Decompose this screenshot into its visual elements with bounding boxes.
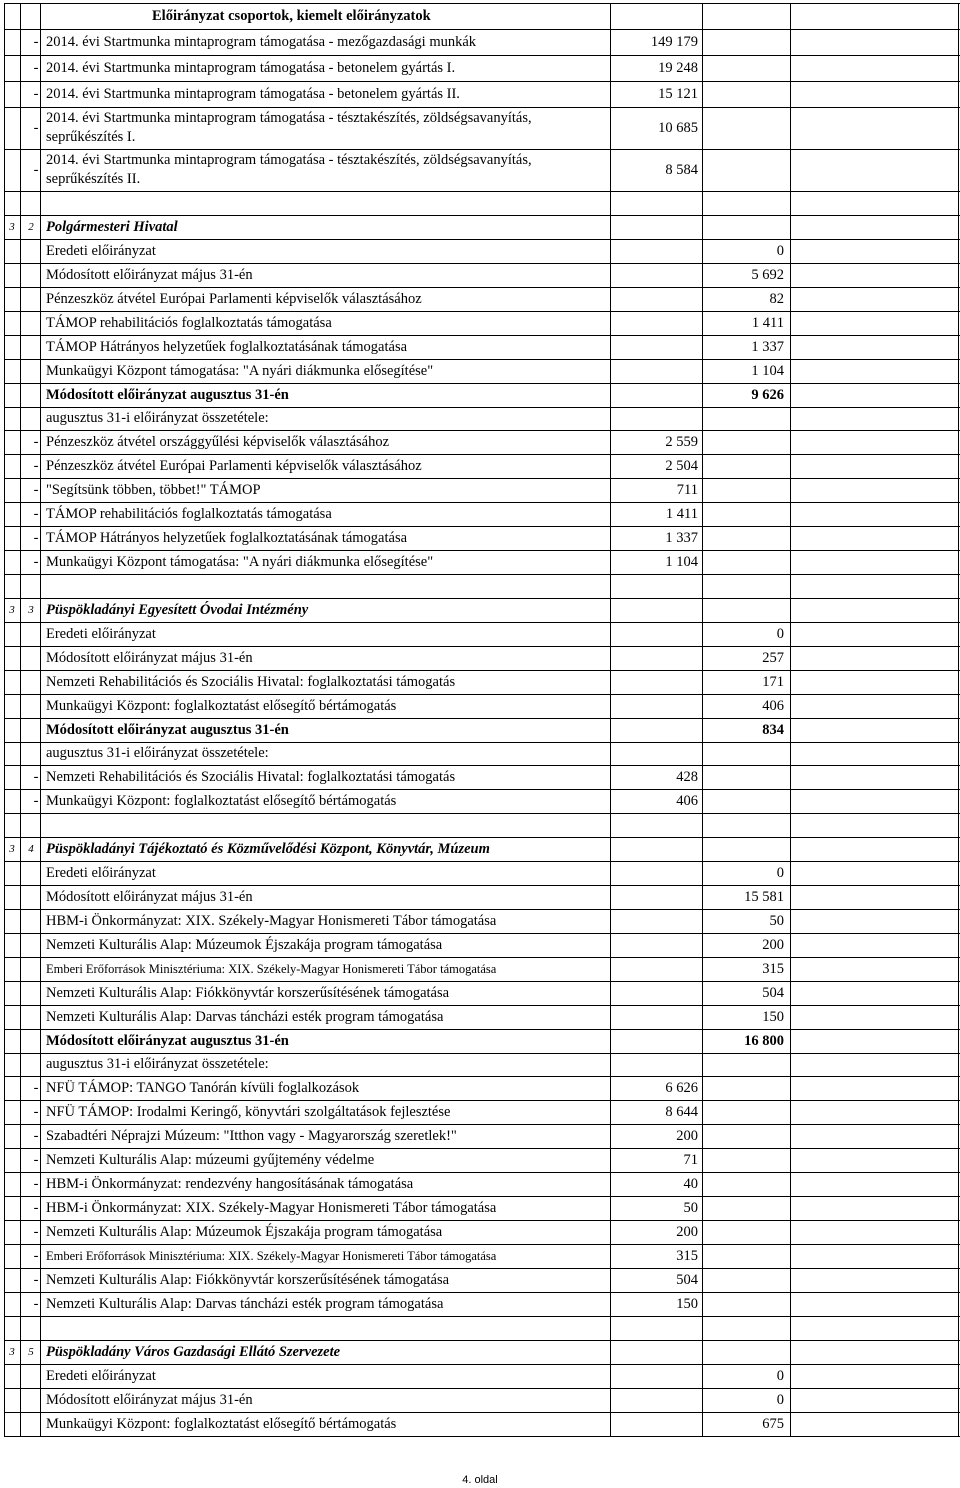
- row-text: Munkaügyi Központ: foglalkoztatást elősegítő bértámogatás: [46, 793, 397, 809]
- row-divider: [4, 1100, 960, 1101]
- row-amount: 200: [676, 1128, 698, 1144]
- row-amount: 0: [776, 243, 784, 259]
- row-divider: [4, 1053, 960, 1054]
- row-amount: 675: [762, 1416, 784, 1432]
- row-amount: 1 337: [665, 530, 698, 546]
- row-divider: [4, 335, 960, 336]
- row-divider: [4, 239, 960, 240]
- row-divider: [4, 478, 960, 479]
- column-divider: [790, 3, 791, 1436]
- startmunka-row: [0, 29, 960, 55]
- row-divider: [4, 81, 960, 82]
- row-text-line1: 2014. évi Startmunka mintaprogram támogatása - tésztakészítés, zöldségsavanyítás,: [46, 110, 532, 126]
- section-code-a: 3: [9, 604, 15, 616]
- row-divider: [4, 502, 960, 503]
- composition-row: [0, 526, 960, 550]
- row-text: Módosított előirányzat május 31-én: [46, 889, 253, 905]
- composition-row: [0, 1148, 960, 1172]
- row-amount: 0: [776, 626, 784, 642]
- row-divider: [4, 813, 960, 814]
- row-text: Módosított előirányzat május 31-én: [46, 1392, 253, 1408]
- change-row: [0, 670, 960, 694]
- row-divider: [4, 191, 960, 192]
- row-amount: 82: [769, 291, 784, 307]
- row-amount: 315: [676, 1248, 698, 1264]
- page-number: 4. oldal: [462, 1474, 498, 1486]
- row-divider: [4, 3, 960, 4]
- row-text: Nemzeti Rehabilitációs és Szociális Hivatal: foglalkoztatási támogatás: [46, 769, 456, 785]
- row-amount: 71: [683, 1152, 698, 1168]
- row-amount: 8 584: [665, 162, 698, 178]
- row-text: Nemzeti Kulturális Alap: múzeumi gyűjtemény védelme: [46, 1152, 375, 1168]
- row-dash: -: [33, 1152, 39, 1168]
- row-amount: 504: [762, 985, 784, 1001]
- row-text: Nemzeti Kulturális Alap: Fiókkönyvtár korszerűsítésének támogatása: [46, 985, 450, 1001]
- row-text: NFÜ TÁMOP: TANGO Tanórán kívüli foglalkozások: [46, 1080, 360, 1096]
- row-divider: [4, 694, 960, 695]
- row-text: Emberi Erőforrások Minisztériuma: XIX. Székely-Magyar Honismereti Tábor támogatása: [46, 962, 497, 976]
- section-title: Püspökladányi Egyesített Óvodai Intézmény: [46, 602, 309, 618]
- row-text: TÁMOP Hátrányos helyzetűek foglalkoztatásának támogatása: [46, 339, 408, 355]
- row-amount: 834: [762, 722, 784, 738]
- row-text: Módosított előirányzat május 31-én: [46, 650, 253, 666]
- eredeti-row: [0, 622, 960, 646]
- row-divider: [4, 670, 960, 671]
- section-heading-row: [0, 837, 960, 861]
- row-text: Munkaügyi Központ támogatása: "A nyári diákmunka elősegítése": [46, 554, 434, 570]
- row-divider: [4, 1076, 960, 1077]
- composition-row: [0, 1196, 960, 1220]
- row-divider: [4, 454, 960, 455]
- row-dash: -: [33, 769, 39, 785]
- row-text: TÁMOP rehabilitációs foglalkoztatás támogatása: [46, 315, 332, 331]
- row-text: Munkaügyi Központ: foglalkoztatást elősegítő bértámogatás: [46, 1416, 397, 1432]
- row-dash: -: [33, 1296, 39, 1312]
- row-dash: -: [33, 1224, 39, 1240]
- section-code-b: 3: [28, 604, 34, 616]
- row-text: 2014. évi Startmunka mintaprogram támogatása - mezőgazdasági munkák: [46, 34, 477, 50]
- section-code-a: 3: [9, 843, 15, 855]
- row-divider: [4, 861, 960, 862]
- row-amount: 1 337: [751, 339, 784, 355]
- composition-row: [0, 1244, 960, 1268]
- row-dash: -: [33, 458, 39, 474]
- row-dash: -: [33, 530, 39, 546]
- row-amount: 315: [762, 961, 784, 977]
- row-dash: -: [33, 506, 39, 522]
- composition-row: [0, 1220, 960, 1244]
- row-divider: [4, 1388, 960, 1389]
- column-divider: [610, 3, 611, 1436]
- row-amount: 257: [762, 650, 784, 666]
- row-dash: -: [33, 482, 39, 498]
- change-row: [0, 359, 960, 383]
- change-row: [0, 957, 960, 981]
- row-dash: -: [33, 86, 39, 102]
- row-amount: 428: [676, 769, 698, 785]
- row-amount: 50: [769, 913, 784, 929]
- row-divider: [4, 1436, 960, 1437]
- composition-label-row: [0, 1053, 960, 1076]
- row-dash: -: [33, 1104, 39, 1120]
- composition-row: [0, 454, 960, 478]
- row-divider: [4, 885, 960, 886]
- row-text: Módosított előirányzat augusztus 31-én: [46, 387, 289, 403]
- section-code-a: 3: [9, 1346, 15, 1358]
- row-text: Eredeti előirányzat: [46, 865, 156, 881]
- row-divider: [4, 287, 960, 288]
- row-amount: 406: [676, 793, 698, 809]
- section-code-b: 2: [28, 221, 34, 233]
- blank-row: [0, 813, 960, 837]
- change-row: [0, 933, 960, 957]
- row-divider: [4, 1029, 960, 1030]
- row-divider: [4, 718, 960, 719]
- row-text: Nemzeti Rehabilitációs és Szociális Hivatal: foglalkoztatási támogatás: [46, 674, 456, 690]
- change-row: [0, 335, 960, 359]
- composition-label-row: [0, 742, 960, 765]
- row-text: Nemzeti Kulturális Alap: Múzeumok Éjszakája program támogatása: [46, 1224, 443, 1240]
- row-divider: [4, 1340, 960, 1341]
- row-amount: 150: [762, 1009, 784, 1025]
- row-amount: 0: [776, 865, 784, 881]
- row-amount: 50: [683, 1200, 698, 1216]
- section-title: Püspökladány Város Gazdasági Ellátó Szervezete: [46, 1344, 341, 1360]
- composition-label: augusztus 31-i előirányzat összetétele:: [46, 745, 269, 761]
- row-text: Munkaügyi Központ: foglalkoztatást elősegítő bértámogatás: [46, 698, 397, 714]
- row-amount: 8 644: [665, 1104, 698, 1120]
- row-text: Nemzeti Kulturális Alap: Darvas táncházi esték program támogatása: [46, 1009, 444, 1025]
- row-text: Pénzeszköz átvétel Európai Parlamenti képviselők választásához: [46, 291, 422, 307]
- row-text: Módosított előirányzat augusztus 31-én: [46, 1033, 289, 1049]
- eredeti-row: [0, 861, 960, 885]
- row-divider: [4, 646, 960, 647]
- row-divider: [4, 598, 960, 599]
- row-divider: [4, 1124, 960, 1125]
- row-divider: [4, 1412, 960, 1413]
- row-amount: 150: [676, 1296, 698, 1312]
- row-divider: [4, 1005, 960, 1006]
- row-amount: 171: [762, 674, 784, 690]
- row-text: Eredeti előirányzat: [46, 243, 156, 259]
- column-divider: [20, 3, 21, 1436]
- augusztus-row: [0, 1029, 960, 1053]
- change-row: [0, 694, 960, 718]
- composition-row: [0, 765, 960, 789]
- row-amount: 200: [676, 1224, 698, 1240]
- startmunka-row: [0, 149, 960, 191]
- eredeti-row: [0, 239, 960, 263]
- row-amount: 711: [676, 482, 698, 498]
- row-divider: [4, 789, 960, 790]
- row-amount: 5 692: [751, 267, 784, 283]
- table-header-title: Előirányzat csoportok, kiemelt előirányzatok: [152, 8, 431, 24]
- table-header-row: [0, 3, 960, 29]
- composition-label-row: [0, 407, 960, 430]
- row-divider: [4, 1196, 960, 1197]
- composition-row: [0, 478, 960, 502]
- row-amount: 2 504: [665, 458, 698, 474]
- row-text: Módosított előirányzat május 31-én: [46, 267, 253, 283]
- blank-row: [0, 1316, 960, 1340]
- augusztus-row: [0, 718, 960, 742]
- row-text: Nemzeti Kulturális Alap: Múzeumok Éjszakája program támogatása: [46, 937, 443, 953]
- row-divider: [4, 1172, 960, 1173]
- section-code-b: 4: [28, 843, 34, 855]
- row-divider: [4, 215, 960, 216]
- column-divider: [702, 3, 703, 1436]
- row-dash: -: [33, 1176, 39, 1192]
- row-dash: -: [33, 1248, 39, 1264]
- section-heading-row: [0, 215, 960, 239]
- row-text: HBM-i Önkormányzat: rendezvény hangosításának támogatása: [46, 1176, 414, 1192]
- change-row: [0, 909, 960, 933]
- row-divider: [4, 149, 960, 150]
- composition-row: [0, 430, 960, 454]
- row-text: Pénzeszköz átvétel országgyűlési képviselők választásához: [46, 434, 390, 450]
- row-amount: 1 104: [751, 363, 784, 379]
- majus-row: [0, 263, 960, 287]
- startmunka-row: [0, 107, 960, 149]
- row-text: Emberi Erőforrások Minisztériuma: XIX. Székely-Magyar Honismereti Tábor támogatása: [46, 1249, 497, 1263]
- row-text: Eredeti előirányzat: [46, 1368, 156, 1384]
- row-dash: -: [33, 1128, 39, 1144]
- row-text: HBM-i Önkormányzat: XIX. Székely-Magyar Honismereti Tábor támogatása: [46, 913, 497, 929]
- change-row: [0, 981, 960, 1005]
- row-text: HBM-i Önkormányzat: XIX. Székely-Magyar Honismereti Tábor támogatása: [46, 1200, 497, 1216]
- change-row: [0, 1005, 960, 1029]
- row-divider: [4, 1292, 960, 1293]
- composition-row: [0, 1076, 960, 1100]
- row-text: NFÜ TÁMOP: Irodalmi Keringő, könyvtári szolgáltatások fejlesztése: [46, 1104, 451, 1120]
- row-divider: [4, 526, 960, 527]
- majus-row: [0, 885, 960, 909]
- blank-row: [0, 574, 960, 598]
- section-title: Püspökladányi Tájékoztató és Közművelődési Központ, Könyvtár, Múzeum: [46, 841, 490, 857]
- blank-row: [0, 191, 960, 215]
- row-dash: -: [33, 34, 39, 50]
- row-divider: [4, 29, 960, 30]
- row-divider: [4, 1268, 960, 1269]
- section-heading-row: [0, 1340, 960, 1364]
- row-dash: -: [33, 60, 39, 76]
- row-dash: -: [33, 120, 39, 136]
- row-amount: 16 800: [744, 1033, 784, 1049]
- composition-row: [0, 1124, 960, 1148]
- augusztus-row: [0, 383, 960, 407]
- row-dash: -: [33, 1272, 39, 1288]
- row-divider: [4, 407, 960, 408]
- row-text: TÁMOP rehabilitációs foglalkoztatás támogatása: [46, 506, 332, 522]
- row-text: Módosított előirányzat augusztus 31-én: [46, 722, 289, 738]
- row-divider: [4, 55, 960, 56]
- column-divider: [958, 3, 959, 1436]
- row-text: Szabadtéri Néprajzi Múzeum: "Itthon vagy - Magyarország szeretlek!": [46, 1128, 457, 1144]
- composition-row: [0, 1268, 960, 1292]
- row-divider: [4, 765, 960, 766]
- row-divider: [4, 837, 960, 838]
- row-divider: [4, 1364, 960, 1365]
- row-divider: [4, 1244, 960, 1245]
- row-divider: [4, 622, 960, 623]
- row-amount: 0: [776, 1368, 784, 1384]
- row-divider: [4, 933, 960, 934]
- row-amount: 10 685: [658, 120, 698, 136]
- column-divider: [4, 3, 5, 1436]
- row-amount: 40: [683, 1176, 698, 1192]
- row-amount: 504: [676, 1272, 698, 1288]
- row-amount: 1 411: [751, 315, 784, 331]
- startmunka-row: [0, 81, 960, 107]
- row-amount: 6 626: [665, 1080, 698, 1096]
- row-text: 2014. évi Startmunka mintaprogram támogatása - betonelem gyártás I.: [46, 60, 456, 76]
- row-dash: -: [33, 793, 39, 809]
- composition-row: [0, 550, 960, 574]
- row-text: [46, 151, 532, 189]
- row-amount: 1 411: [665, 506, 698, 522]
- section-heading-row: [0, 598, 960, 622]
- row-divider: [4, 430, 960, 431]
- row-text: Munkaügyi Központ támogatása: "A nyári diákmunka elősegítése": [46, 363, 434, 379]
- composition-row: [0, 1292, 960, 1316]
- row-dash: -: [33, 554, 39, 570]
- row-text: Nemzeti Kulturális Alap: Darvas táncházi esték program támogatása: [46, 1296, 444, 1312]
- row-divider: [4, 909, 960, 910]
- row-divider: [4, 981, 960, 982]
- change-row: [0, 287, 960, 311]
- composition-row: [0, 502, 960, 526]
- row-divider: [4, 1148, 960, 1149]
- column-divider: [40, 3, 41, 1436]
- row-divider: [4, 550, 960, 551]
- row-divider: [4, 263, 960, 264]
- row-amount: 15 121: [658, 86, 698, 102]
- row-text: Eredeti előirányzat: [46, 626, 156, 642]
- section-code-b: 5: [28, 1346, 34, 1358]
- row-divider: [4, 359, 960, 360]
- row-divider: [4, 1220, 960, 1221]
- row-amount: 2 559: [665, 434, 698, 450]
- row-divider: [4, 957, 960, 958]
- row-divider: [4, 574, 960, 575]
- composition-label: augusztus 31-i előirányzat összetétele:: [46, 1056, 269, 1072]
- row-divider: [4, 742, 960, 743]
- row-divider: [4, 1316, 960, 1317]
- row-dash: -: [33, 1080, 39, 1096]
- composition-label: augusztus 31-i előirányzat összetétele:: [46, 410, 269, 426]
- change-row: [0, 311, 960, 335]
- row-dash: -: [33, 1200, 39, 1216]
- eredeti-row: [0, 1364, 960, 1388]
- row-amount: 200: [762, 937, 784, 953]
- row-divider: [4, 107, 960, 108]
- change-row: [0, 1412, 960, 1436]
- row-text: 2014. évi Startmunka mintaprogram támogatása - betonelem gyártás II.: [46, 86, 460, 102]
- row-text: Nemzeti Kulturális Alap: Fiókkönyvtár korszerűsítésének támogatása: [46, 1272, 450, 1288]
- row-amount: 149 179: [650, 34, 698, 50]
- majus-row: [0, 1388, 960, 1412]
- composition-row: [0, 789, 960, 813]
- row-divider: [4, 383, 960, 384]
- row-text-line1: 2014. évi Startmunka mintaprogram támogatása - tésztakészítés, zöldségsavanyítás,: [46, 152, 532, 168]
- composition-row: [0, 1100, 960, 1124]
- row-text: Pénzeszköz átvétel Európai Parlamenti képviselők választásához: [46, 458, 422, 474]
- row-amount: 15 581: [744, 889, 784, 905]
- section-title: Polgármesteri Hivatal: [46, 219, 178, 235]
- row-divider: [4, 311, 960, 312]
- row-amount: 0: [776, 1392, 784, 1408]
- row-text-line2: seprűkészítés II.: [46, 171, 141, 187]
- row-amount: 406: [762, 698, 784, 714]
- row-text: TÁMOP Hátrányos helyzetűek foglalkoztatásának támogatása: [46, 530, 408, 546]
- row-amount: 9 626: [751, 387, 784, 403]
- row-text: "Segítsünk többen, többet!" TÁMOP: [46, 482, 261, 498]
- row-text: [46, 109, 532, 147]
- row-amount: 19 248: [658, 60, 698, 76]
- row-amount: 1 104: [665, 554, 698, 570]
- row-text-line2: seprűkészítés I.: [46, 129, 136, 145]
- majus-row: [0, 646, 960, 670]
- section-code-a: 3: [9, 221, 15, 233]
- row-dash: -: [33, 162, 39, 178]
- composition-row: [0, 1172, 960, 1196]
- row-dash: -: [33, 434, 39, 450]
- startmunka-row: [0, 55, 960, 81]
